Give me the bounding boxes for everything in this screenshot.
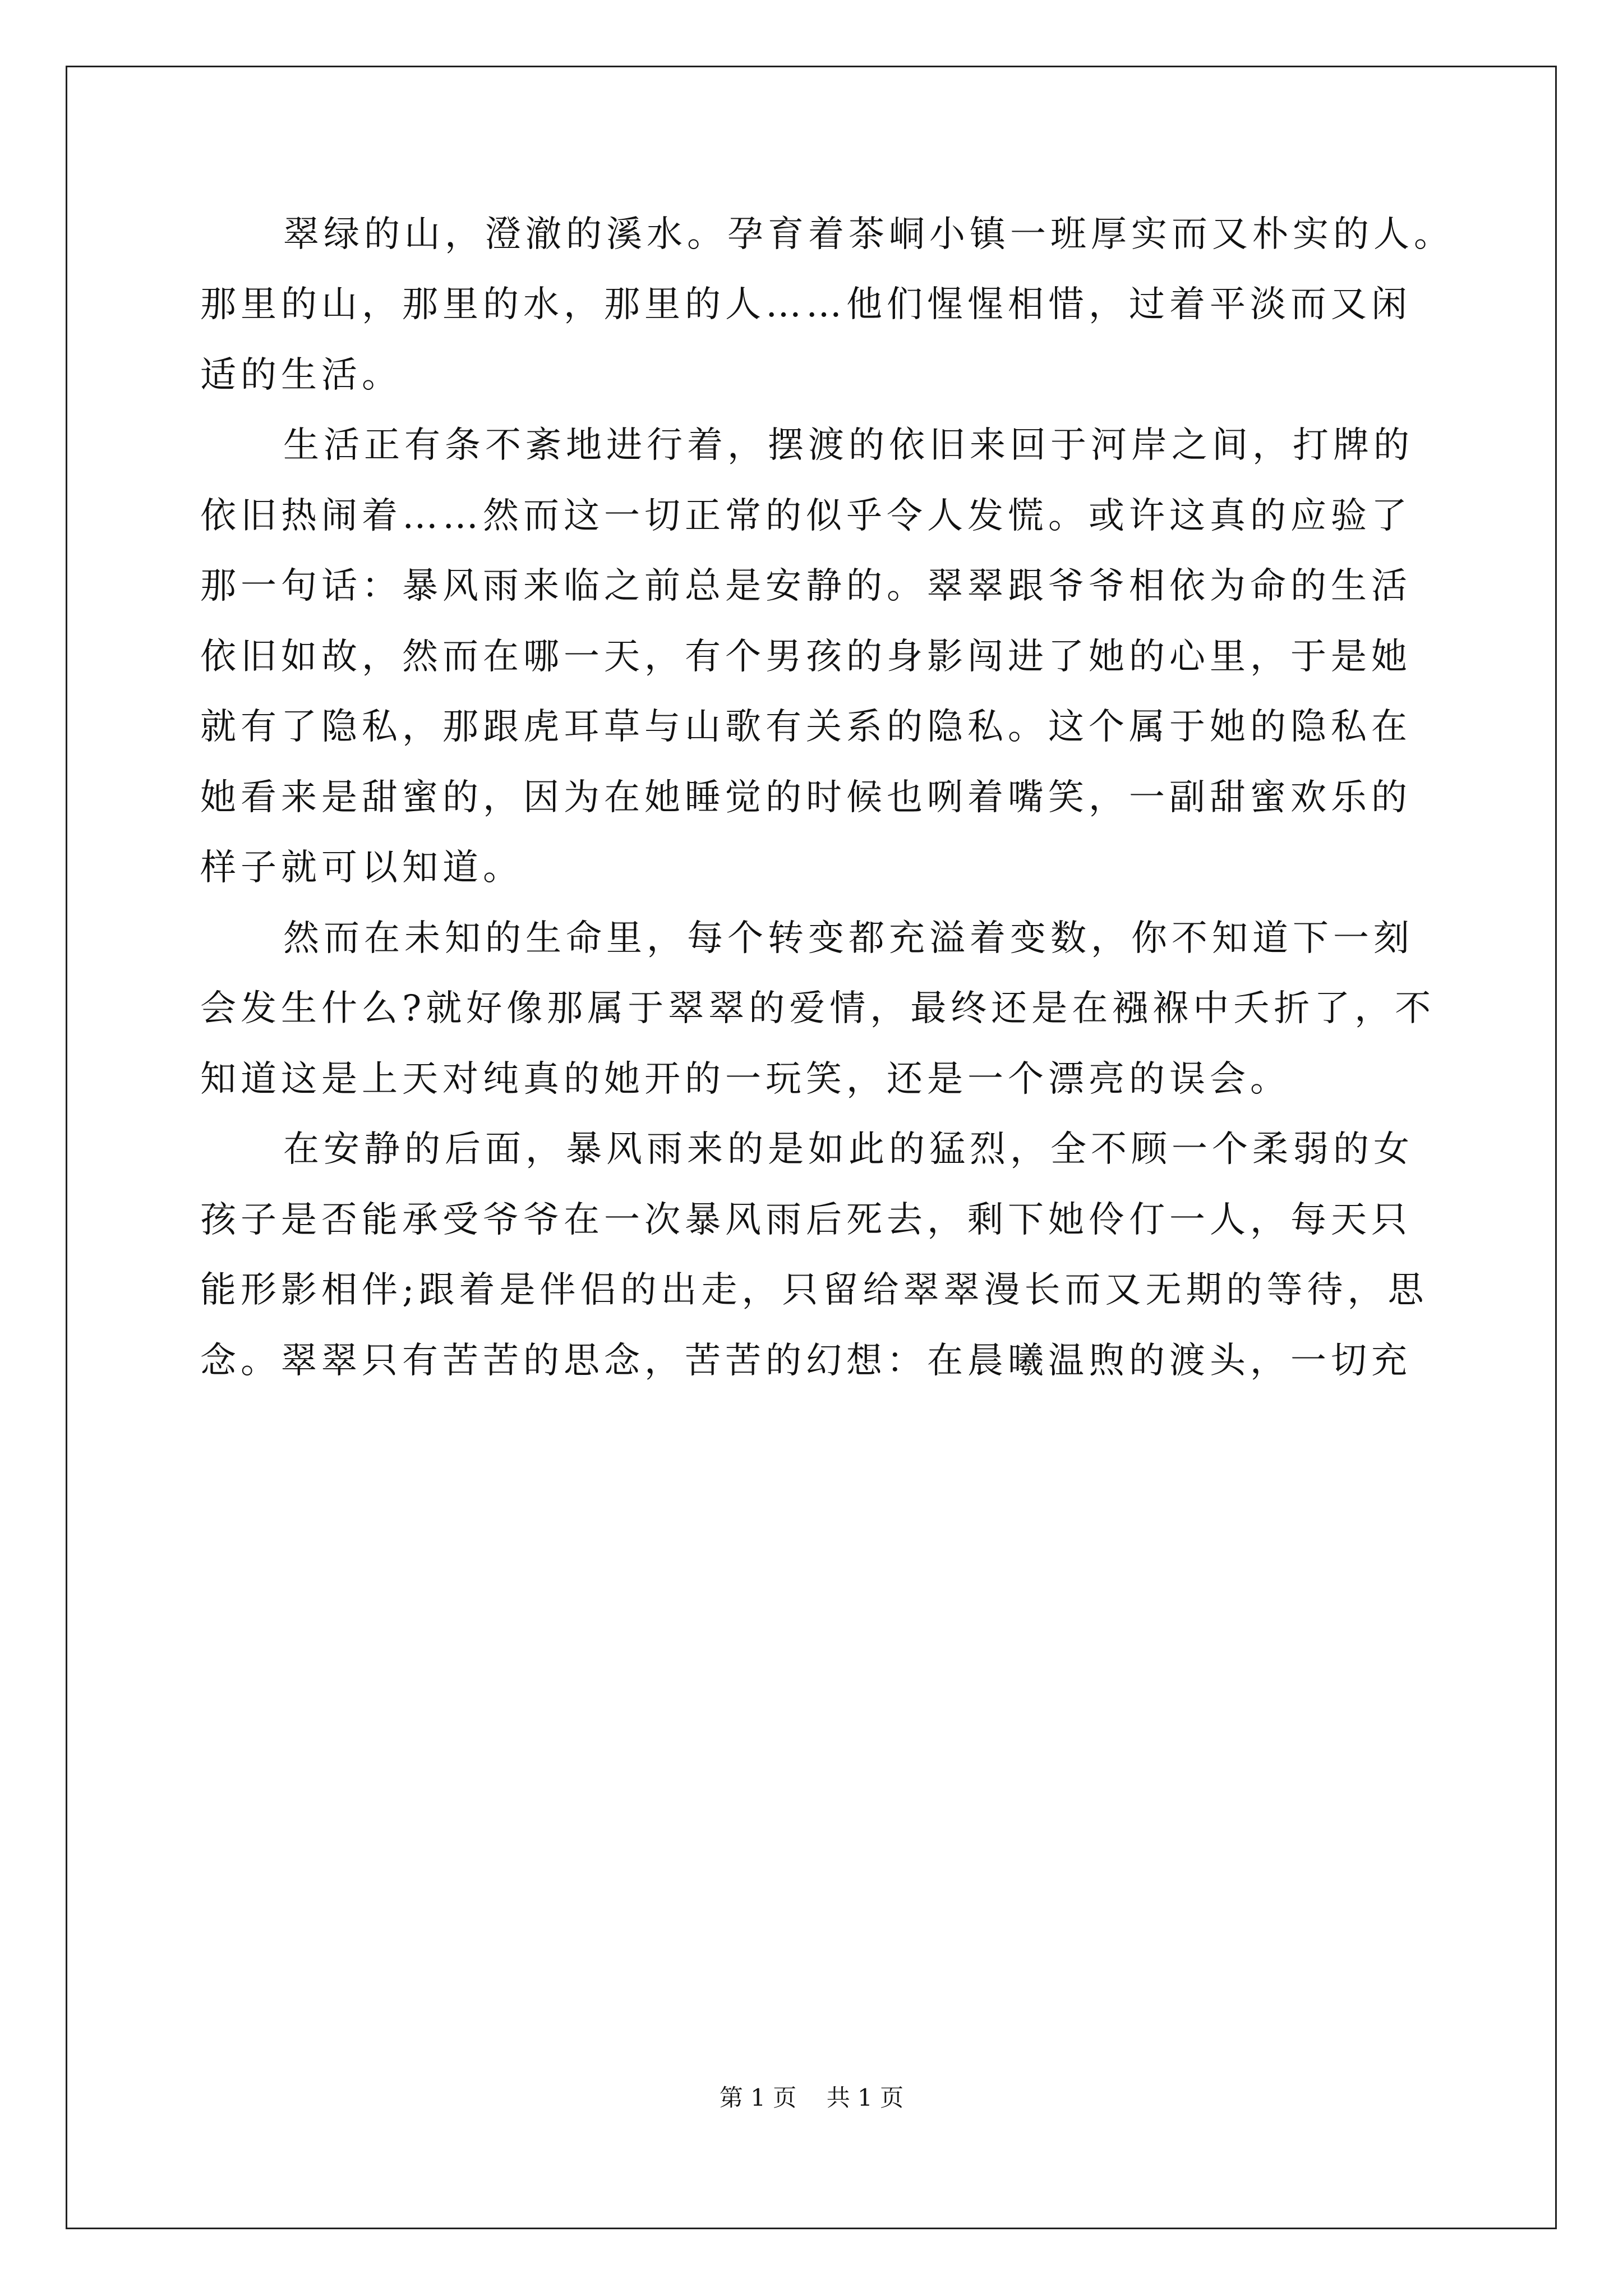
text-line: 翠绿的山，澄澈的溪水。孕育着茶峒小镇一班厚实而又朴实的人。 [283, 214, 1454, 255]
text-line: 适的生活。 [200, 355, 402, 396]
text-line: 孩子是否能承受爷爷在一次暴风雨后死去，剩下她伶仃一人，每天只 [200, 1199, 1412, 1241]
text-line: 然而在未知的生命里，每个转变都充溢着变数，你不知道下一刻 [283, 918, 1414, 959]
text-line: 知道这是上天对纯真的她开的一玩笑，还是一个漂亮的误会。 [200, 1059, 1290, 1100]
text-line: 就有了隐私，那跟虎耳草与山歌有关系的隐私。这个属于她的隐私在 [200, 706, 1412, 748]
text-line: 那里的山，那里的水，那里的人……他们惺惺相惜，过着平淡而又闲 [200, 284, 1412, 325]
text-line: 生活正有条不紊地进行着，摆渡的依旧来回于河岸之间，打牌的 [283, 425, 1414, 466]
text-line: 那一句话：暴风雨来临之前总是安静的。翠翠跟爷爷相依为命的生活 [200, 565, 1412, 607]
text-line: 能形影相伴;跟着是伴侣的出走，只留给翠翠漫长而又无期的等待，思 [200, 1269, 1428, 1311]
text-line: 依旧热闹着……然而这一切正常的似乎令人发慌。或许这真的应验了 [200, 495, 1412, 537]
text-line: 样子就可以知道。 [200, 847, 523, 889]
text-line: 她看来是甜蜜的，因为在她睡觉的时候也咧着嘴笑，一副甜蜜欢乐的 [200, 777, 1412, 818]
text-line: 依旧如故，然而在哪一天，有个男孩的身影闯进了她的心里，于是她 [200, 636, 1412, 678]
text-line: 会发生什么?就好像那属于翠翠的爱情，最终还是在襁褓中夭折了，不 [200, 988, 1436, 1029]
text-line: 在安静的后面，暴风雨来的是如此的猛烈，全不顾一个柔弱的女 [283, 1129, 1414, 1170]
page-footer: 第 1 页 共 1 页 [719, 2084, 904, 2111]
text-line: 念。翠翠只有苦苦的思念，苦苦的幻想：在晨曦温煦的渡头，一切充 [200, 1340, 1412, 1382]
